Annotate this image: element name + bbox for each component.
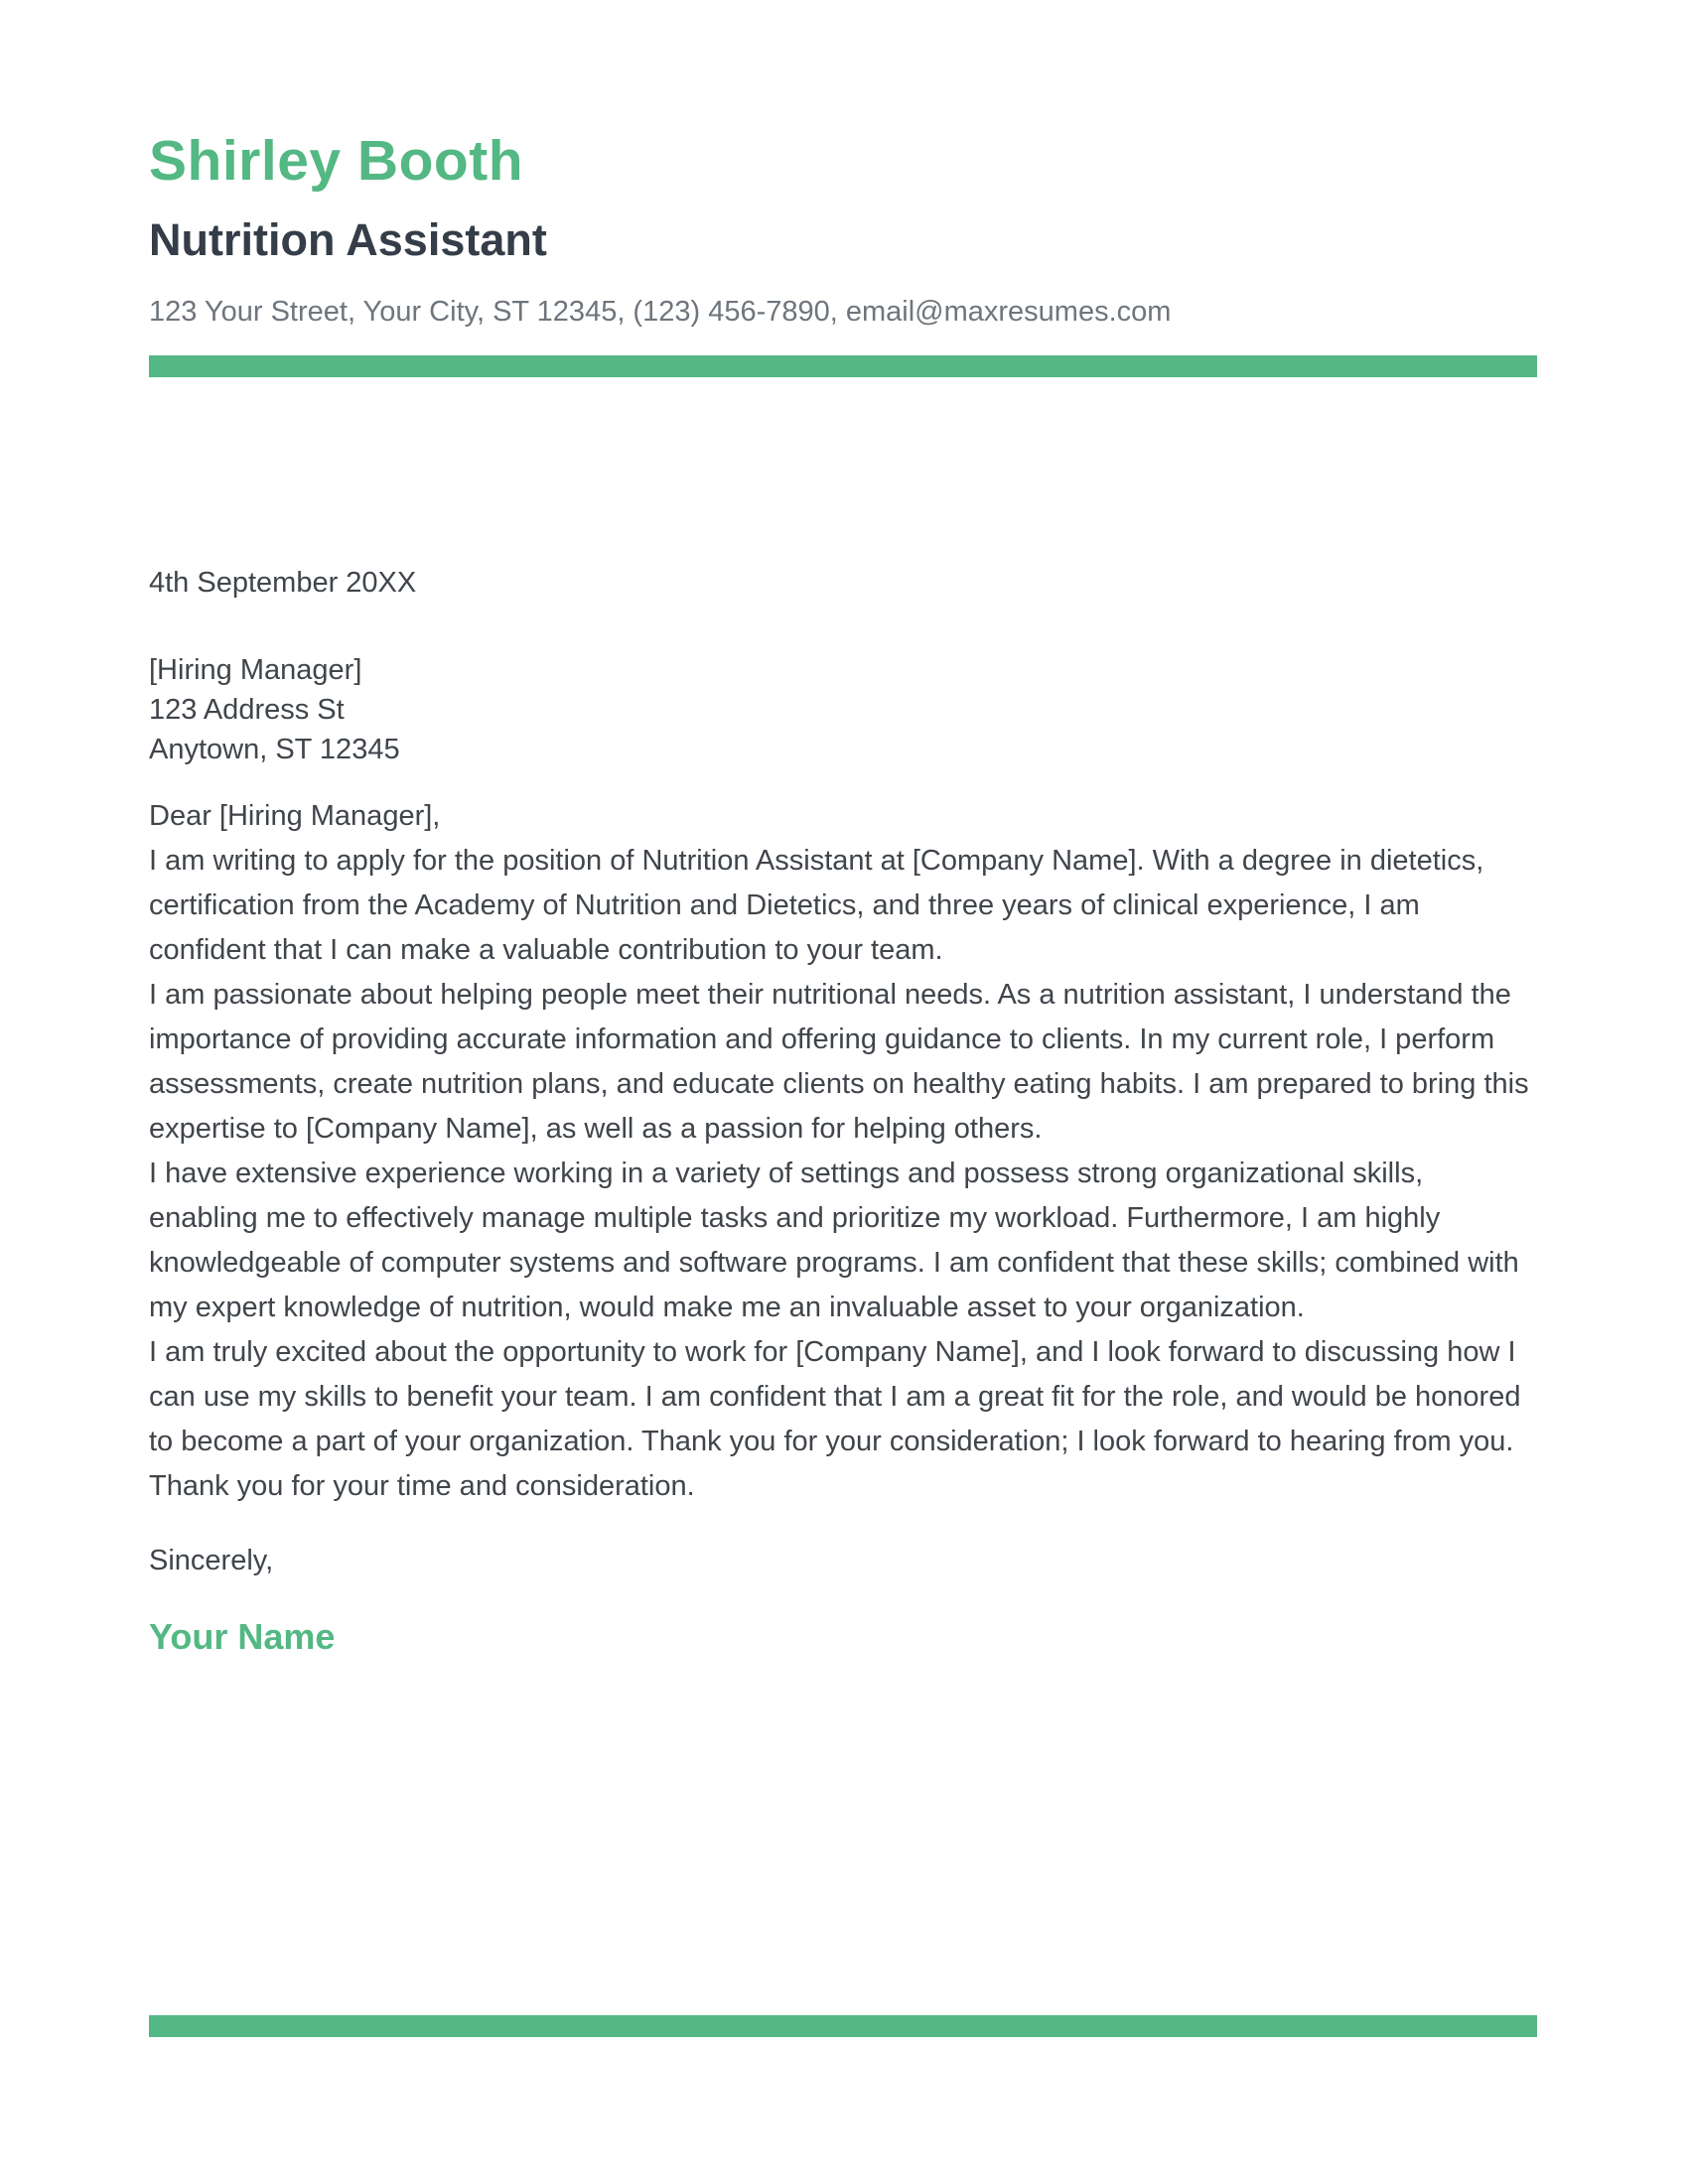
closing-thanks: Thank you for your time and consideration.	[149, 1470, 695, 1502]
job-title: Nutrition Assistant	[149, 214, 547, 265]
recipient-line: Anytown, ST 12345	[149, 734, 400, 765]
recipient-address	[149, 650, 1539, 769]
top-divider-bar	[149, 355, 1537, 377]
body-paragraph-2: I am passionate about helping people meet their nutritional needs. As a nutrition assistant, I understand the importance of providing accurate information and offering guidance to clients. In my current role, I perform assessments, create nutrition plans, and educate clients on healthy eating habits. I am prepared to bring this expertise to [Company Name], as well as a passion for helping others.	[149, 979, 1529, 1145]
body-paragraph-4: I am truly excited about the opportunity to work for [Company Name], and I look forward to discussing how I can use my skills to benefit your team. I am confident that I am a great fit for the role, and would be honored to become a part of your organization. Thank you for your consideration; I look forward to hearing from you.	[149, 1336, 1521, 1457]
bottom-divider-bar	[149, 2015, 1537, 2037]
letter-date: 4th September 20XX	[149, 567, 417, 599]
recipient-line: 123 Address St	[149, 694, 345, 726]
body-paragraph-3: I have extensive experience working in a variety of settings and possess strong organizational skills, enabling me to effectively manage multiple tasks and prioritize my workload. Furthermore, I am highly knowledgeable of computer systems and software programs. I am confident that these skills; combined with my expert knowledge of nutrition, would make me an invaluable asset to your organization.	[149, 1158, 1519, 1323]
signature-name: Your Name	[149, 1616, 336, 1657]
letter-body	[149, 561, 1539, 1659]
closing-salutation: Sincerely,	[149, 1545, 274, 1576]
salutation: Dear [Hiring Manager],	[149, 800, 441, 832]
body-paragraph-1: I am writing to apply for the position of Nutrition Assistant at [Company Name]. With a degree in dietetics, certification from the Academy of Nutrition and Dietetics, and three years of clinical experience, I am confident that I can make a valuable contribution to your team.	[149, 845, 1484, 966]
applicant-name: Shirley Booth	[149, 129, 524, 193]
recipient-line: [Hiring Manager]	[149, 654, 362, 686]
contact-info: 123 Your Street, Your City, ST 12345, (123) 456-7890, email@maxresumes.com	[149, 296, 1172, 328]
